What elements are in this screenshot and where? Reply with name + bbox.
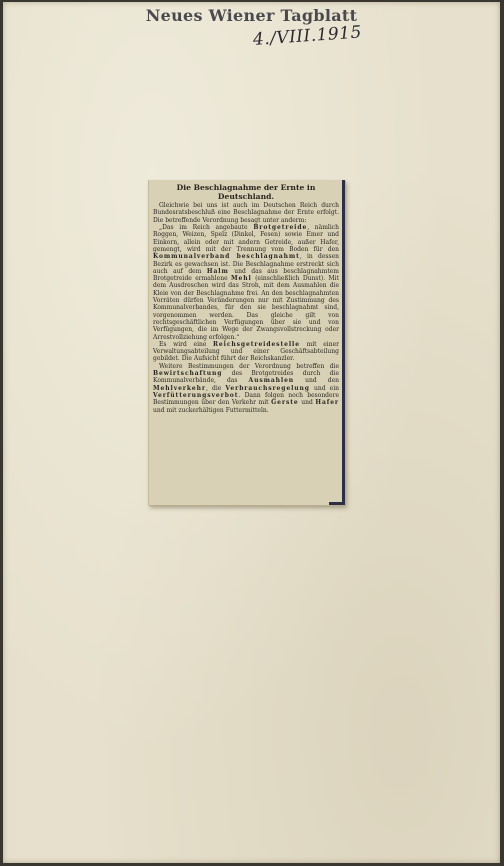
- newspaper-clipping: [148, 180, 345, 505]
- headline-line-1: Die Beschlagnahme der Ernte in: [176, 183, 316, 192]
- clipping-ink-corner: [329, 502, 345, 505]
- text-run: und ein: [309, 384, 339, 392]
- text-run: und mit zuckerhältigen Futtermitteln.: [153, 406, 269, 414]
- clipping-ink-edge: [342, 180, 345, 505]
- text-run: (einschließlich Dunst). Mit dem Ausdreschen wird das Stroh, mit dem Ausmahlen die Kleie von der Beschlagnahme frei. An den beschlagnahmten Vorräten dürfen Veränderungen nur mit Zustimmung des Kommunalverbandes, für den sie beschlagnahmt sind, vorgenommen werden. Das gleiche gilt von rechtsgeschäftlichen Verfügungen über sie und von Verfügungen, die im Wege der Zwangsvollstreckung oder Arrestvollziehung erfolgen.“: [153, 275, 339, 341]
- article-headline: [153, 184, 339, 201]
- emphasis-reichsgetreidestelle: Reichsgetreidestelle: [213, 340, 300, 348]
- text-run: , die: [205, 384, 226, 392]
- emphasis-gerste: Gerste: [271, 399, 299, 407]
- emphasis-brotgetreide: Brotgetreide: [253, 224, 308, 232]
- text-run: und das aus beschlagnahmtem Brotgetreide ermahlene: [153, 267, 339, 283]
- text-run: und den: [294, 377, 339, 385]
- text-run: mit einer Verwaltungsabteilung und einer Geschäftsabteilung gebildet. Die Aufsicht führt der Reichskanzler.: [153, 340, 339, 363]
- emphasis-verbrauchsregelung: Verbrauchsregelung: [225, 384, 310, 392]
- article-body: [153, 184, 339, 414]
- newspaper-stamp: Neues Wiener Tagblatt: [145, 6, 358, 25]
- emphasis-mehlverkehr: Mehlverkehr: [153, 384, 206, 392]
- emphasis-mehl: Mehl: [231, 275, 252, 283]
- text-run: „Das im Reich angebaute: [159, 224, 254, 232]
- text-run: . Dann folgen noch besondere Bestimmungen über den Verkehr mit: [153, 391, 339, 407]
- emphasis-hafer: Hafer: [315, 399, 339, 407]
- handwritten-date: 4./VIII.1915: [252, 22, 363, 50]
- paragraph-further-provisions: [153, 363, 339, 414]
- emphasis-kommunalverband: Kommunalverband beschlagnahmt: [153, 253, 300, 261]
- archive-sheet: [3, 2, 500, 863]
- text-run: , nämlich Roggen, Weizen, Spelz (Dinkel, Fesen) sowie Emer und Einkorn, allein oder mit andern Getreide, außer Hafer, gemengt, wird mit der Trennung vom Boden für den: [153, 224, 339, 253]
- text-run: des Brotgetreides durch die Kommunalverbände, das: [153, 370, 339, 385]
- paragraph-reichsgetreidestelle: [153, 341, 339, 363]
- emphasis-verfuetterungsverbot: Verfütterungsverbot: [153, 391, 239, 399]
- emphasis-ausmahlen: Ausmahlen: [248, 377, 295, 385]
- headline-line-2: Deutschland.: [217, 191, 275, 201]
- paragraph-decree-quote: [153, 224, 339, 341]
- text-run: und: [298, 399, 316, 407]
- emphasis-halm: Halm: [206, 267, 229, 275]
- text-run: , in dessen Bezirk es gewachsen ist. Die Beschlagnahme erstreckt sich auch auf dem: [153, 253, 339, 275]
- text-run: Es wird eine: [159, 340, 214, 348]
- text-run: Weitere Bestimmungen der Verordnung betreffen die: [159, 362, 339, 370]
- emphasis-bewirtschaftung: Bewirtschaftung: [153, 370, 223, 378]
- paragraph-intro: Gleichwie bei uns ist auch im Deutschen Reich durch Bundesratsbeschluß eine Beschlagnahme der Ernte erfolgt. Die betreffende Verordnung besagt unter anderm:: [153, 202, 339, 224]
